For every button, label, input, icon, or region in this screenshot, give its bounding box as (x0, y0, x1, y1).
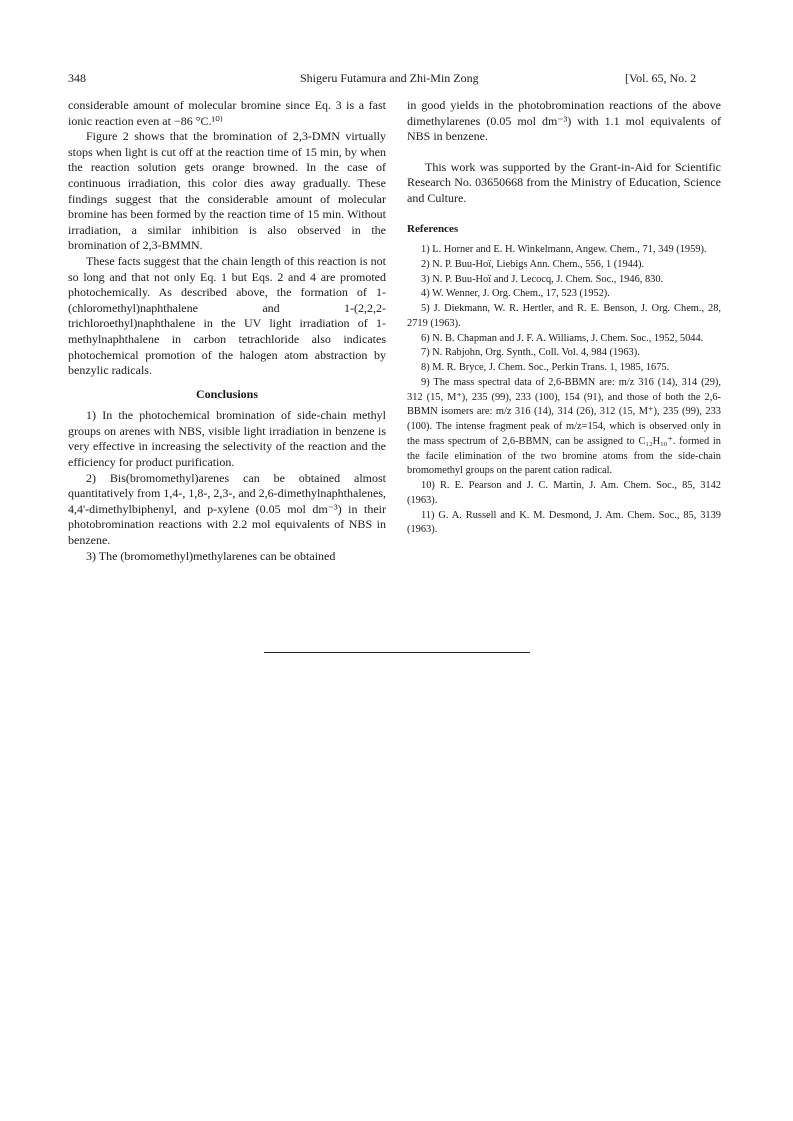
body-paragraph: considerable amount of molecular bromine since Eq. 3 is a fast ionic reaction even at −86 °C.¹⁰⁾ (68, 98, 386, 128)
running-head-volume: [Vol. 65, No. 2 (625, 71, 697, 85)
reference-item: 10) R. E. Pearson and J. C. Martin, J. Am. Chem. Soc., 85, 3142 (1963). (407, 480, 721, 506)
body-paragraph: These facts suggest that the chain length of this reaction is not so long and that not only Eq. 1 but Eqs. 2 and 4 are promoted photochemically. As described above, the formation of 1-(chloromethyl)naphthalene and 1-(2,2,2-trichloroethyl)naphthalene in the UV light irradiation of 1-methylnaphthalene in carbon tetrachloride also indicates photochemical promotion of the halogen atom abstraction by benzylic radicals. (68, 253, 386, 378)
reference-item: 1) L. Horner and E. H. Winkelmann, Angew. Chem., 71, 349 (1959). (421, 244, 707, 256)
references-heading: References (407, 222, 459, 235)
reference-item: 7) N. Rabjohn, Org. Synth., Coll. Vol. 4, 984 (1963). (421, 347, 640, 359)
conclusion-item: 2) Bis(bromomethyl)arenes can be obtained almost quantitatively from 1,4-, 1,8-, 2,3-, and 2,6-dimethylnaphthalenes, 4,4'-dimethylbiphenyl, and p-xylene (0.05 mol dm⁻³) in their photobromination reactions with 2.2 mol equivalents of NBS in benzene. (68, 470, 386, 548)
reference-item: 8) M. R. Bryce, J. Chem. Soc., Perkin Trans. 1, 1985, 1675. (421, 362, 670, 374)
page-number: 348 (68, 71, 86, 85)
body-paragraph: Figure 2 shows that the bromination of 2,3-DMN virtually stops when light is cut off at the reaction time of 15 min, by when the reaction solution gets orange browned. In the case of continuous irradiation, this color dies away gradually. These findings suggest that the considerable amount of molecular bromine has been formed by the reaction time of 15 min. Without irradiation, a similar inhibition is also observed in the bromination of 2,3-BMMN. (68, 129, 386, 253)
reference-item: 4) W. Wenner, J. Org. Chem., 17, 523 (1952). (421, 288, 610, 300)
conclusion-item: 1) In the photochemical bromination of side-chain methyl groups on arenes with NBS, visible light irradiation in benzene is very effective in increasing the selectivity of the reaction and the efficiency for product purification. (68, 408, 386, 470)
right-column (407, 98, 721, 538)
reference-item: 2) N. P. Buu-Hoï, Liebigs Ann. Chem., 556, 1 (1944). (421, 258, 645, 270)
running-head-authors: Shigeru Futamura and Zhi-Min Zong (300, 71, 479, 85)
reference-item: 6) N. B. Chapman and J. F. A. Williams, J. Chem. Soc., 1952, 5044. (421, 332, 704, 344)
reference-item: 5) J. Diekmann, W. R. Hertler, and R. E. Benson, J. Org. Chem., 28, 2719 (1963). (407, 303, 721, 329)
left-column (68, 98, 386, 564)
conclusions-heading: Conclusions (195, 386, 259, 401)
acknowledgment: This work was supported by the Grant-in-Aid for Scientific Research No. 03650668 from the Ministry of Education, Science and Culture. (407, 159, 721, 205)
reference-item: 9) The mass spectral data of 2,6-BBMN are: m/z 316 (14), 314 (29), 312 (15, M⁺), 235 (99), 233 (100), 154 (91), and those of both the 2,6-BBMN isomers are: m/z 316 (14), 314 (26), 312 (15, M⁺), 235 (99), 233 (100). The intense fragment peak of m/z=154, which is observed only in the mass spectrum of 2,6-BBMN, can be assigned to C₁₂H₁₀⁺. formed in the facile elimination of the two bromine atoms from the side-chain bromomethyl groups on the parent cation radical. (407, 376, 721, 477)
conclusion-item: 3) The (bromomethyl)methylarenes can be obtained (86, 548, 336, 563)
body-paragraph: in good yields in the photobromination reactions of the above dimethylarenes (0.05 mol dm⁻³) with 1.1 mol equivalents of NBS in benzene. (407, 98, 721, 144)
reference-item: 11) G. A. Russell and K. M. Desmond, J. Am. Chem. Soc., 85, 3139 (1963). (407, 509, 721, 536)
reference-item: 3) N. P. Buu-Hoï and J. Lecocq, J. Chem. Soc., 1946, 830. (421, 273, 664, 285)
end-of-article-rule (264, 652, 530, 653)
reference-list (407, 243, 721, 538)
